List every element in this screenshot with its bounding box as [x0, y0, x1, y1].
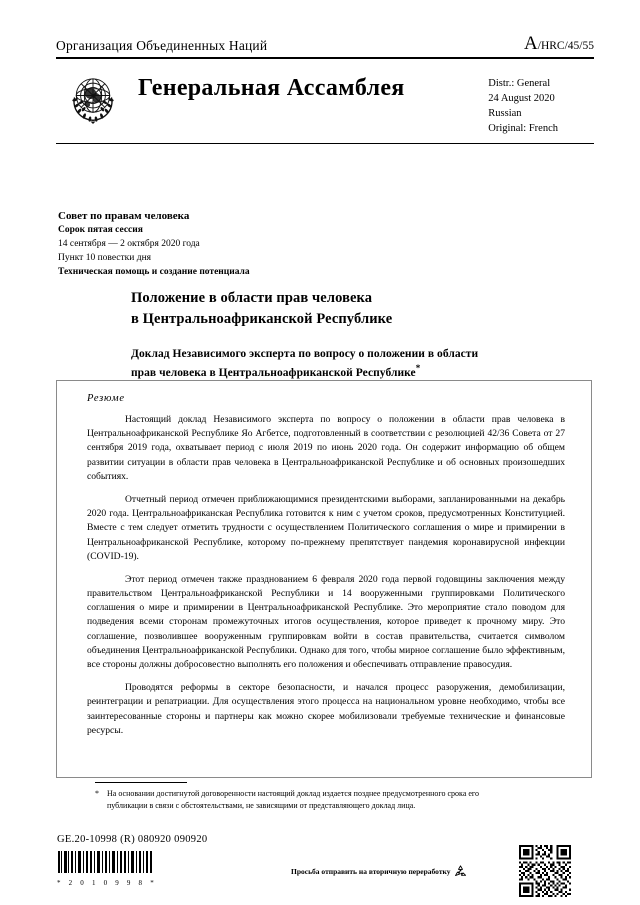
barcode [57, 851, 157, 887]
footnote-item [95, 788, 515, 812]
session-number: Сорок пятая сессия [58, 225, 143, 236]
report-subtitle-line1: Доклад Независимого эксперта по вопросу о положении в области [131, 348, 479, 361]
agenda-title: Техническая помощь и создание потенциала [58, 266, 250, 277]
session-info [58, 208, 518, 279]
summary-content [57, 381, 591, 738]
summary-box [56, 380, 592, 778]
page-title-line2: в Центральноафриканской Республике [131, 310, 393, 327]
organization-name: Организация Объединенных Наций [56, 38, 268, 53]
footnote-block [95, 782, 515, 812]
document-header [56, 34, 594, 144]
agenda-item: Пункт 10 повестки дня [58, 252, 152, 263]
un-emblem [62, 67, 124, 129]
distribution-block [488, 65, 594, 137]
report-subtitle-line2-text: прав человека в Центральноафриканской Республике [131, 367, 416, 380]
document-job-code: GE.20-10998 (R) 080920 090920 [57, 834, 208, 845]
distribution-type: Distr.: General [488, 78, 551, 89]
page-title [131, 288, 551, 329]
document-symbol-prefix: A [524, 33, 538, 54]
summary-label: Резюме [87, 393, 125, 404]
council-name: Совет по правам человека [58, 210, 190, 222]
organization-line [56, 34, 594, 57]
distribution-original: Original: French [488, 122, 558, 134]
title-block [131, 288, 551, 382]
report-subtitle-line2 [131, 362, 551, 381]
footnote-separator [95, 782, 187, 783]
report-subtitle [131, 346, 551, 381]
distribution-date: 24 August 2020 [488, 92, 555, 104]
summary-paragraph: Отчетный период отмечен приближающимися президентскими выборами, запланированными на декабрь 2020 года. Центральноафриканская Республика готовится к ним с учетом сроков, предусмотренных Конституцией. Вместе с тем следует отметить трудности с осуществлением Политического соглашения о мире и примирении в Центральноафриканской Республике, которому по-прежнему препятствует пандемия коронавирусной инфекции (COVID-19). [87, 493, 565, 562]
page-title-line1: Положение в области прав человека [131, 290, 373, 306]
document-symbol-rest: /HRC/45/55 [537, 40, 594, 52]
summary-paragraph: Настоящий доклад Независимого эксперта по вопросу о положении в области прав человека в Центральноафриканской Республике Яо Агбетсе, подготовленный в соответствии с резолюцией 42/36 Совета от 27 сентября 2019 года, охватывает период с июля 2019 по июнь 2020 года. Он содержит информацию об общем развитии ситуации в области прав человека в Центральноафриканской Республике и об основных произошедших событиях. [87, 414, 565, 482]
body-name: Генеральная Ассамблея [138, 75, 405, 101]
footnote-marker-ref: * [415, 363, 421, 374]
session-dates: 14 сентября — 2 октября 2020 года [58, 238, 200, 249]
recycle-notice [291, 864, 468, 879]
summary-paragraph: Этот период отмечен также празднованием 6 февраля 2020 года первой годовщины заключения между правительством Центральноафриканской Республики и 14 вооруженными группировками Политического соглашения о мире и примирении в Центральноафриканской Республике. Это мероприятие стало поводом для подведения всеми сторонам промежуточных итогов осуществления, которое приведет к прочному миру. Это соглашение, позволившее вооруженным группировкам войти в состав правительства, считается символом объединения Центральноафриканской Республики. Однако для того, чтобы мирное соглашение было эффективным, все стороны должны добросовестно выполнять его положения и обеспечивать отправление правосудия. [87, 573, 565, 670]
qr-code [519, 845, 571, 897]
footnote-text: На основании достигнутой договоренности настоящий доклад издается позднее предусмотренного срока его публикации в связи с обстоятельствами, не зависящими от представляющего доклад лица. [107, 789, 480, 810]
masthead [56, 59, 594, 143]
barcode-digits: * 2 0 1 0 9 9 8 * [57, 879, 157, 887]
recycle-icon [453, 864, 468, 879]
footnote-marker: * [95, 789, 99, 798]
distribution-language: Russian [488, 107, 522, 119]
recycle-text: Просьба отправить на вторичную переработку [291, 867, 451, 876]
header-rule-bottom [56, 143, 594, 144]
document-symbol [524, 34, 594, 54]
summary-paragraph: Проводятся реформы в секторе безопасности, и начался процесс разоружения, демобилизации, реинтеграции и репатриации. Для осуществления этого процесса на национальном уровне необходимо, чтобы все заинтересованные стороны и партнеры как можно скорее мобилизовали требуемые технические и финансовые ресурсы. [87, 682, 565, 736]
